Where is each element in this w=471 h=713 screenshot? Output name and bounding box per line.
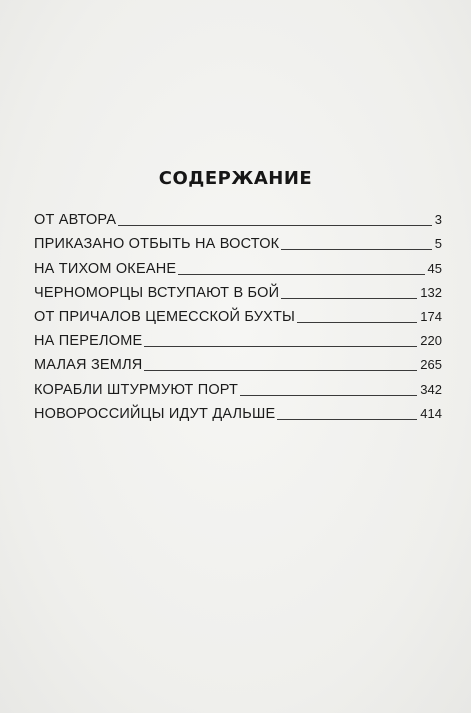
toc-entry [34, 253, 442, 277]
toc-page-number: 5 [434, 236, 442, 252]
toc-page-number: 3 [434, 212, 442, 228]
toc-leader-line [281, 298, 417, 299]
toc-leader-line [240, 395, 417, 396]
toc-entry-title: МАЛАЯ ЗЕМЛЯ [34, 357, 143, 374]
toc-leader-line [277, 419, 417, 420]
toc-page-number: 342 [420, 381, 442, 397]
toc-entry-title: НА ТИХОМ ОКЕАНЕ [34, 260, 177, 277]
toc-page-number: 414 [420, 405, 442, 421]
toc-entry-title: НА ПЕРЕЛОМЕ [34, 333, 143, 350]
toc-entry-title: КОРАБЛИ ШТУРМУЮТ ПОРТ [34, 381, 239, 398]
toc-entry [34, 302, 442, 326]
toc-page-number: 220 [420, 333, 442, 349]
toc-leader-line [118, 225, 432, 226]
toc-page-number: 265 [420, 357, 442, 373]
toc-leader-line [144, 346, 417, 347]
toc-entry [34, 229, 442, 253]
toc-entry [34, 374, 442, 398]
toc-leader-line [281, 249, 431, 250]
toc-page-number: 174 [420, 308, 442, 324]
toc-leader-line [144, 370, 417, 371]
table-of-contents [34, 205, 442, 423]
page-title: СОДЕРЖАНИЕ [158, 168, 313, 189]
toc-entry [34, 278, 442, 302]
toc-entry [34, 326, 442, 350]
toc-entry-title: ОТ АВТОРА [34, 212, 117, 229]
toc-entry-title: ПРИКАЗАНО ОТБЫТЬ НА ВОСТОК [34, 236, 280, 253]
toc-entry [34, 399, 442, 423]
toc-page-number: 45 [427, 260, 442, 276]
toc-entry [34, 350, 442, 374]
toc-entry [34, 205, 442, 229]
toc-entry-title: ЧЕРНОМОРЦЫ ВСТУПАЮТ В БОЙ [34, 284, 280, 301]
toc-leader-line [178, 274, 424, 275]
toc-entry-title: НОВОРОССИЙЦЫ ИДУТ ДАЛЬШЕ [34, 405, 276, 422]
toc-entry-title: ОТ ПРИЧАЛОВ ЦЕМЕССКОЙ БУХТЫ [34, 308, 296, 325]
toc-leader-line [297, 322, 417, 323]
toc-page-number: 132 [420, 284, 442, 300]
